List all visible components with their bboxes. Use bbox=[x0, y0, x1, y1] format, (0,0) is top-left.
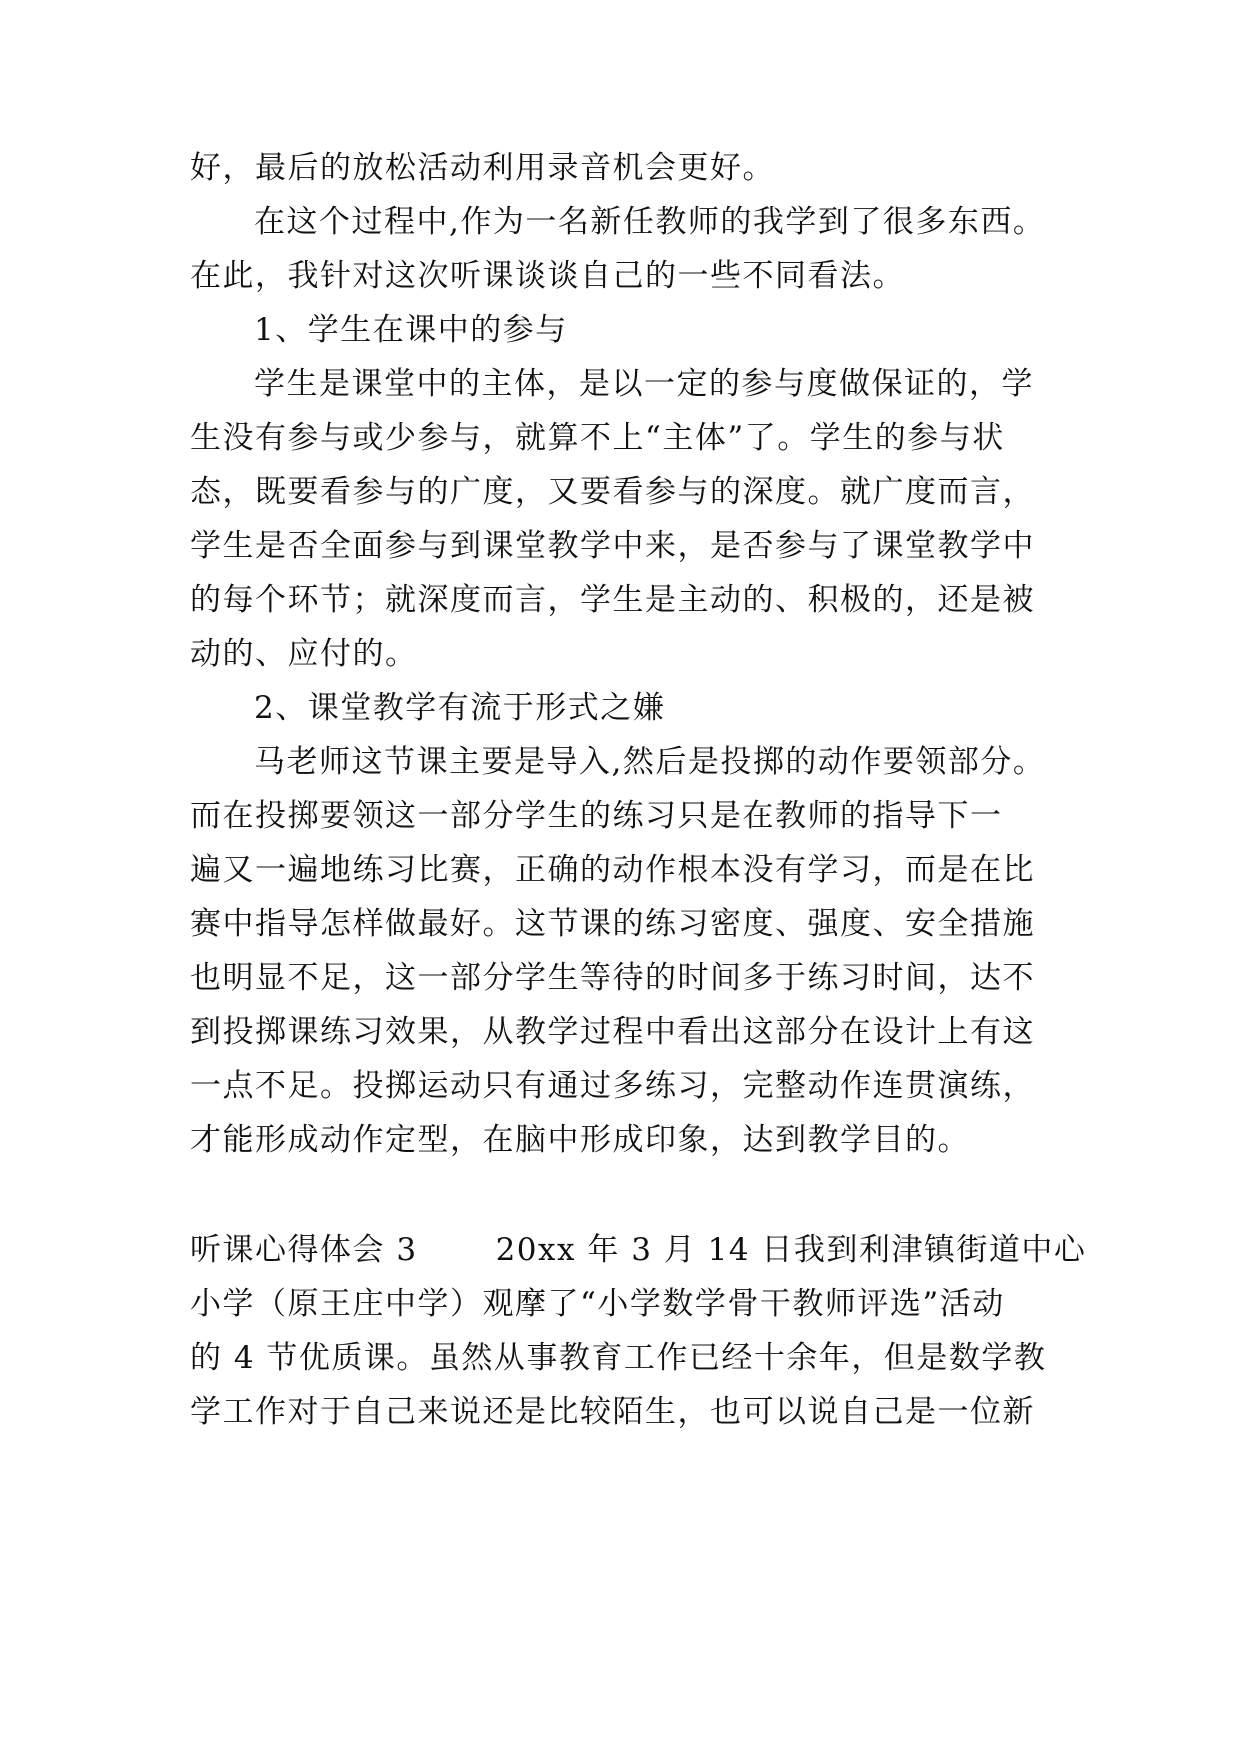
section-3-heading: 听课心得体会 3 bbox=[190, 1232, 418, 1268]
text-line: 马老师这节课主要是导入,然后是投掷的动作要领部分。 bbox=[254, 744, 1046, 780]
text-line: 好，最后的放松活动利用录音机会更好。 bbox=[190, 150, 775, 186]
text-line: 学生是课堂中的主体，是以一定的参与度做保证的，学 bbox=[254, 366, 1034, 402]
section-3-first-text: 20xx 年 3 月 14 日我到利津镇街道中心 bbox=[495, 1232, 1087, 1268]
text-line: 赛中指导怎样做最好。这节课的练习密度、强度、安全措施 bbox=[190, 906, 1035, 942]
list-heading: 1、学生在课中的参与 bbox=[254, 312, 568, 348]
text-line: 的每个环节；就深度而言，学生是主动的、积极的，还是被 bbox=[190, 582, 1035, 618]
text-line: 也明显不足，这一部分学生等待的时间多于练习时间，达不 bbox=[190, 960, 1035, 996]
text-line: 而在投掷要领这一部分学生的练习只是在教师的指导下一 bbox=[190, 798, 1003, 834]
text-line: 学生是否全面参与到课堂教学中来，是否参与了课堂教学中 bbox=[190, 528, 1035, 564]
text-line: 到投掷课练习效果，从教学过程中看出这部分在设计上有这 bbox=[190, 1014, 1035, 1050]
text-line: 在这个过程中,作为一名新任教师的我学到了很多东西。 bbox=[254, 204, 1046, 240]
text-line: 才能形成动作定型，在脑中形成印象，达到教学目的。 bbox=[190, 1122, 970, 1158]
text-line: 小学（原王庄中学）观摩了“小学数学骨干教师评选”活动 bbox=[190, 1286, 1005, 1322]
text-line: 态，既要看参与的广度，又要看参与的深度。就广度而言， bbox=[190, 474, 1035, 510]
text-line: 学工作对于自己来说还是比较陌生，也可以说自己是一位新 bbox=[190, 1394, 1035, 1430]
section-3-first-line bbox=[190, 1230, 1090, 1270]
text-line: 在此，我针对这次听课谈谈自己的一些不同看法。 bbox=[190, 258, 905, 294]
text-line: 动的、应付的。 bbox=[190, 636, 418, 672]
text-line: 一点不足。投掷运动只有通过多练习，完整动作连贯演练， bbox=[190, 1068, 1035, 1104]
text-line: 生没有参与或少参与，就算不上“主体”了。学生的参与状 bbox=[190, 420, 1005, 456]
text-line: 的 4 节优质课。虽然从事教育工作已经十余年，但是数学教 bbox=[190, 1340, 1047, 1376]
text-line: 遍又一遍地练习比赛，正确的动作根本没有学习，而是在比 bbox=[190, 852, 1035, 888]
list-heading: 2、课堂教学有流于形式之嫌 bbox=[254, 690, 666, 726]
